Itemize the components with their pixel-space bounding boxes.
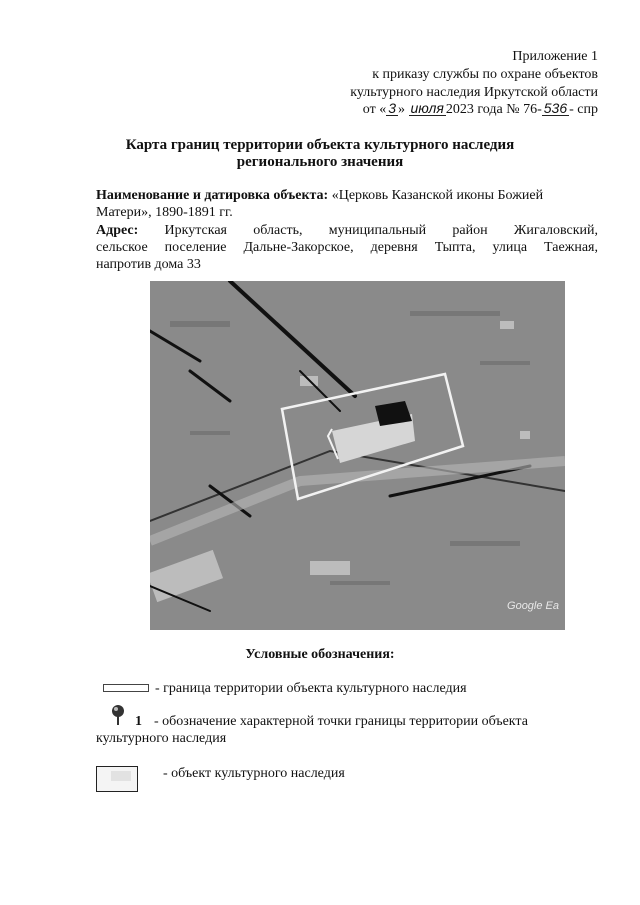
order-authority: культурного наследия Иркутской области — [350, 85, 598, 100]
satellite-map — [150, 281, 565, 630]
appendix-label: Приложение 1 — [512, 49, 598, 64]
legend-point-number: 1 — [135, 714, 142, 729]
legend-title: Условные обозначения: — [245, 647, 395, 662]
handwritten-day: 3 — [388, 100, 397, 116]
map-pin-icon — [110, 704, 126, 726]
address-line2: сельское поселение Дальне-Закорское, деревня Тыпта, улица Таежная, — [96, 240, 598, 255]
object-name-value: «Церковь Казанской иконы Божией — [331, 188, 544, 203]
object-name-label: Наименование и датировка объекта: — [96, 188, 329, 203]
object-area-symbol — [96, 766, 138, 792]
date-mid: » — [398, 102, 406, 117]
order-date-line — [363, 101, 598, 118]
object-name-line1 — [96, 187, 598, 204]
handwritten-number: 536 — [543, 100, 568, 116]
handwritten-month: июля — [410, 100, 444, 116]
number-suffix: - спр — [569, 102, 598, 117]
document-title-line2: регионального значения — [236, 154, 404, 170]
document-title-line1: Карта границ территории объекта культурного наследия — [125, 137, 515, 153]
address-label: Адрес: — [96, 223, 139, 238]
legend-boundary-text: - граница территории объекта культурного наследия — [155, 681, 467, 696]
date-prefix: от « — [362, 102, 387, 117]
address-line3: напротив дома 33 — [96, 257, 201, 272]
legend-object-text: - объект культурного наследия — [163, 766, 345, 781]
address-line1 — [96, 222, 598, 239]
address-value-1: Иркутская область, муниципальный район Жигаловский, — [164, 223, 599, 238]
legend-point-text-1: - обозначение характерной точки границы территории объекта — [154, 714, 528, 729]
year-and-number: 2023 года № 76- — [445, 102, 542, 117]
legend-point-text-2: культурного наследия — [96, 731, 227, 746]
satellite-image — [150, 281, 565, 630]
boundary-line-symbol — [103, 684, 149, 692]
order-reference: к приказу службы по охране объектов — [372, 67, 598, 82]
map-watermark: Google Ea — [507, 600, 559, 612]
object-name-line2: Матери», 1890-1891 гг. — [96, 205, 233, 220]
